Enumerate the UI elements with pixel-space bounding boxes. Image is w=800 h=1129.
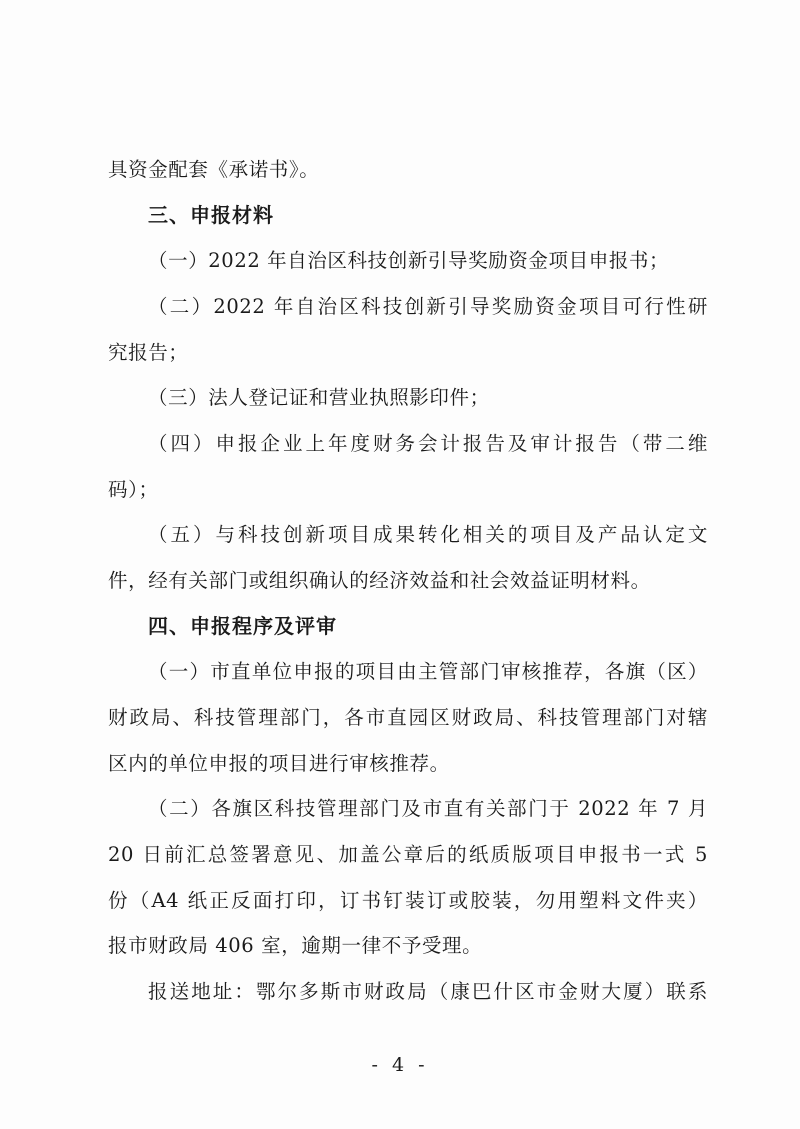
paragraph-line: 具资金配套《承诺书》。 <box>108 158 320 181</box>
paragraph-line: （五）与科技创新项目成果转化相关的项目及产品认定文 <box>148 523 708 546</box>
paragraph-line: （四）申报企业上年度财务会计报告及审计报告（带二维 <box>148 432 708 455</box>
paragraph-line: 20 日前汇总签署意见、加盖公章后的纸质版项目申报书一式 5 <box>108 843 708 866</box>
paragraph-line: 份（A4 纸正反面打印，订书钉装订或胶装，勿用塑料文件夹） <box>108 889 708 912</box>
paragraph-line: 码）； <box>108 478 159 501</box>
paragraph-line: 财政局、科技管理部门，各市直园区财政局、科技管理部门对辖 <box>108 706 708 729</box>
paragraph-line: 报送地址：鄂尔多斯市财政局（康巴什区市金财大厦）联系 <box>148 980 708 1003</box>
paragraph-line: （二）2022 年自治区科技创新引导奖励资金项目可行性研 <box>148 295 708 318</box>
paragraph-line: 区内的单位申报的项目进行审核推荐。 <box>108 752 450 775</box>
paragraph-line: （一）市直单位申报的项目由主管部门审核推荐，各旗（区） <box>148 660 708 683</box>
section-heading-procedure: 四、申报程序及评审 <box>148 614 337 638</box>
page-number: - 4 - <box>371 1054 429 1076</box>
paragraph-line: （三）法人登记证和营业执照影印件； <box>148 386 490 409</box>
paragraph-line: （二）各旗区科技管理部门及市直有关部门于 2022 年 7 月 <box>148 797 708 820</box>
paragraph-line: 究报告； <box>108 341 189 364</box>
paragraph-line: 报市财政局 406 室，逾期一律不予受理。 <box>108 934 483 957</box>
paragraph-line: （一）2022 年自治区科技创新引导奖励资金项目申报书； <box>148 249 670 272</box>
paragraph-line: 件，经有关部门或组织确认的经济效益和社会效益证明材料。 <box>108 569 651 592</box>
section-heading-materials: 三、申报材料 <box>148 203 274 227</box>
